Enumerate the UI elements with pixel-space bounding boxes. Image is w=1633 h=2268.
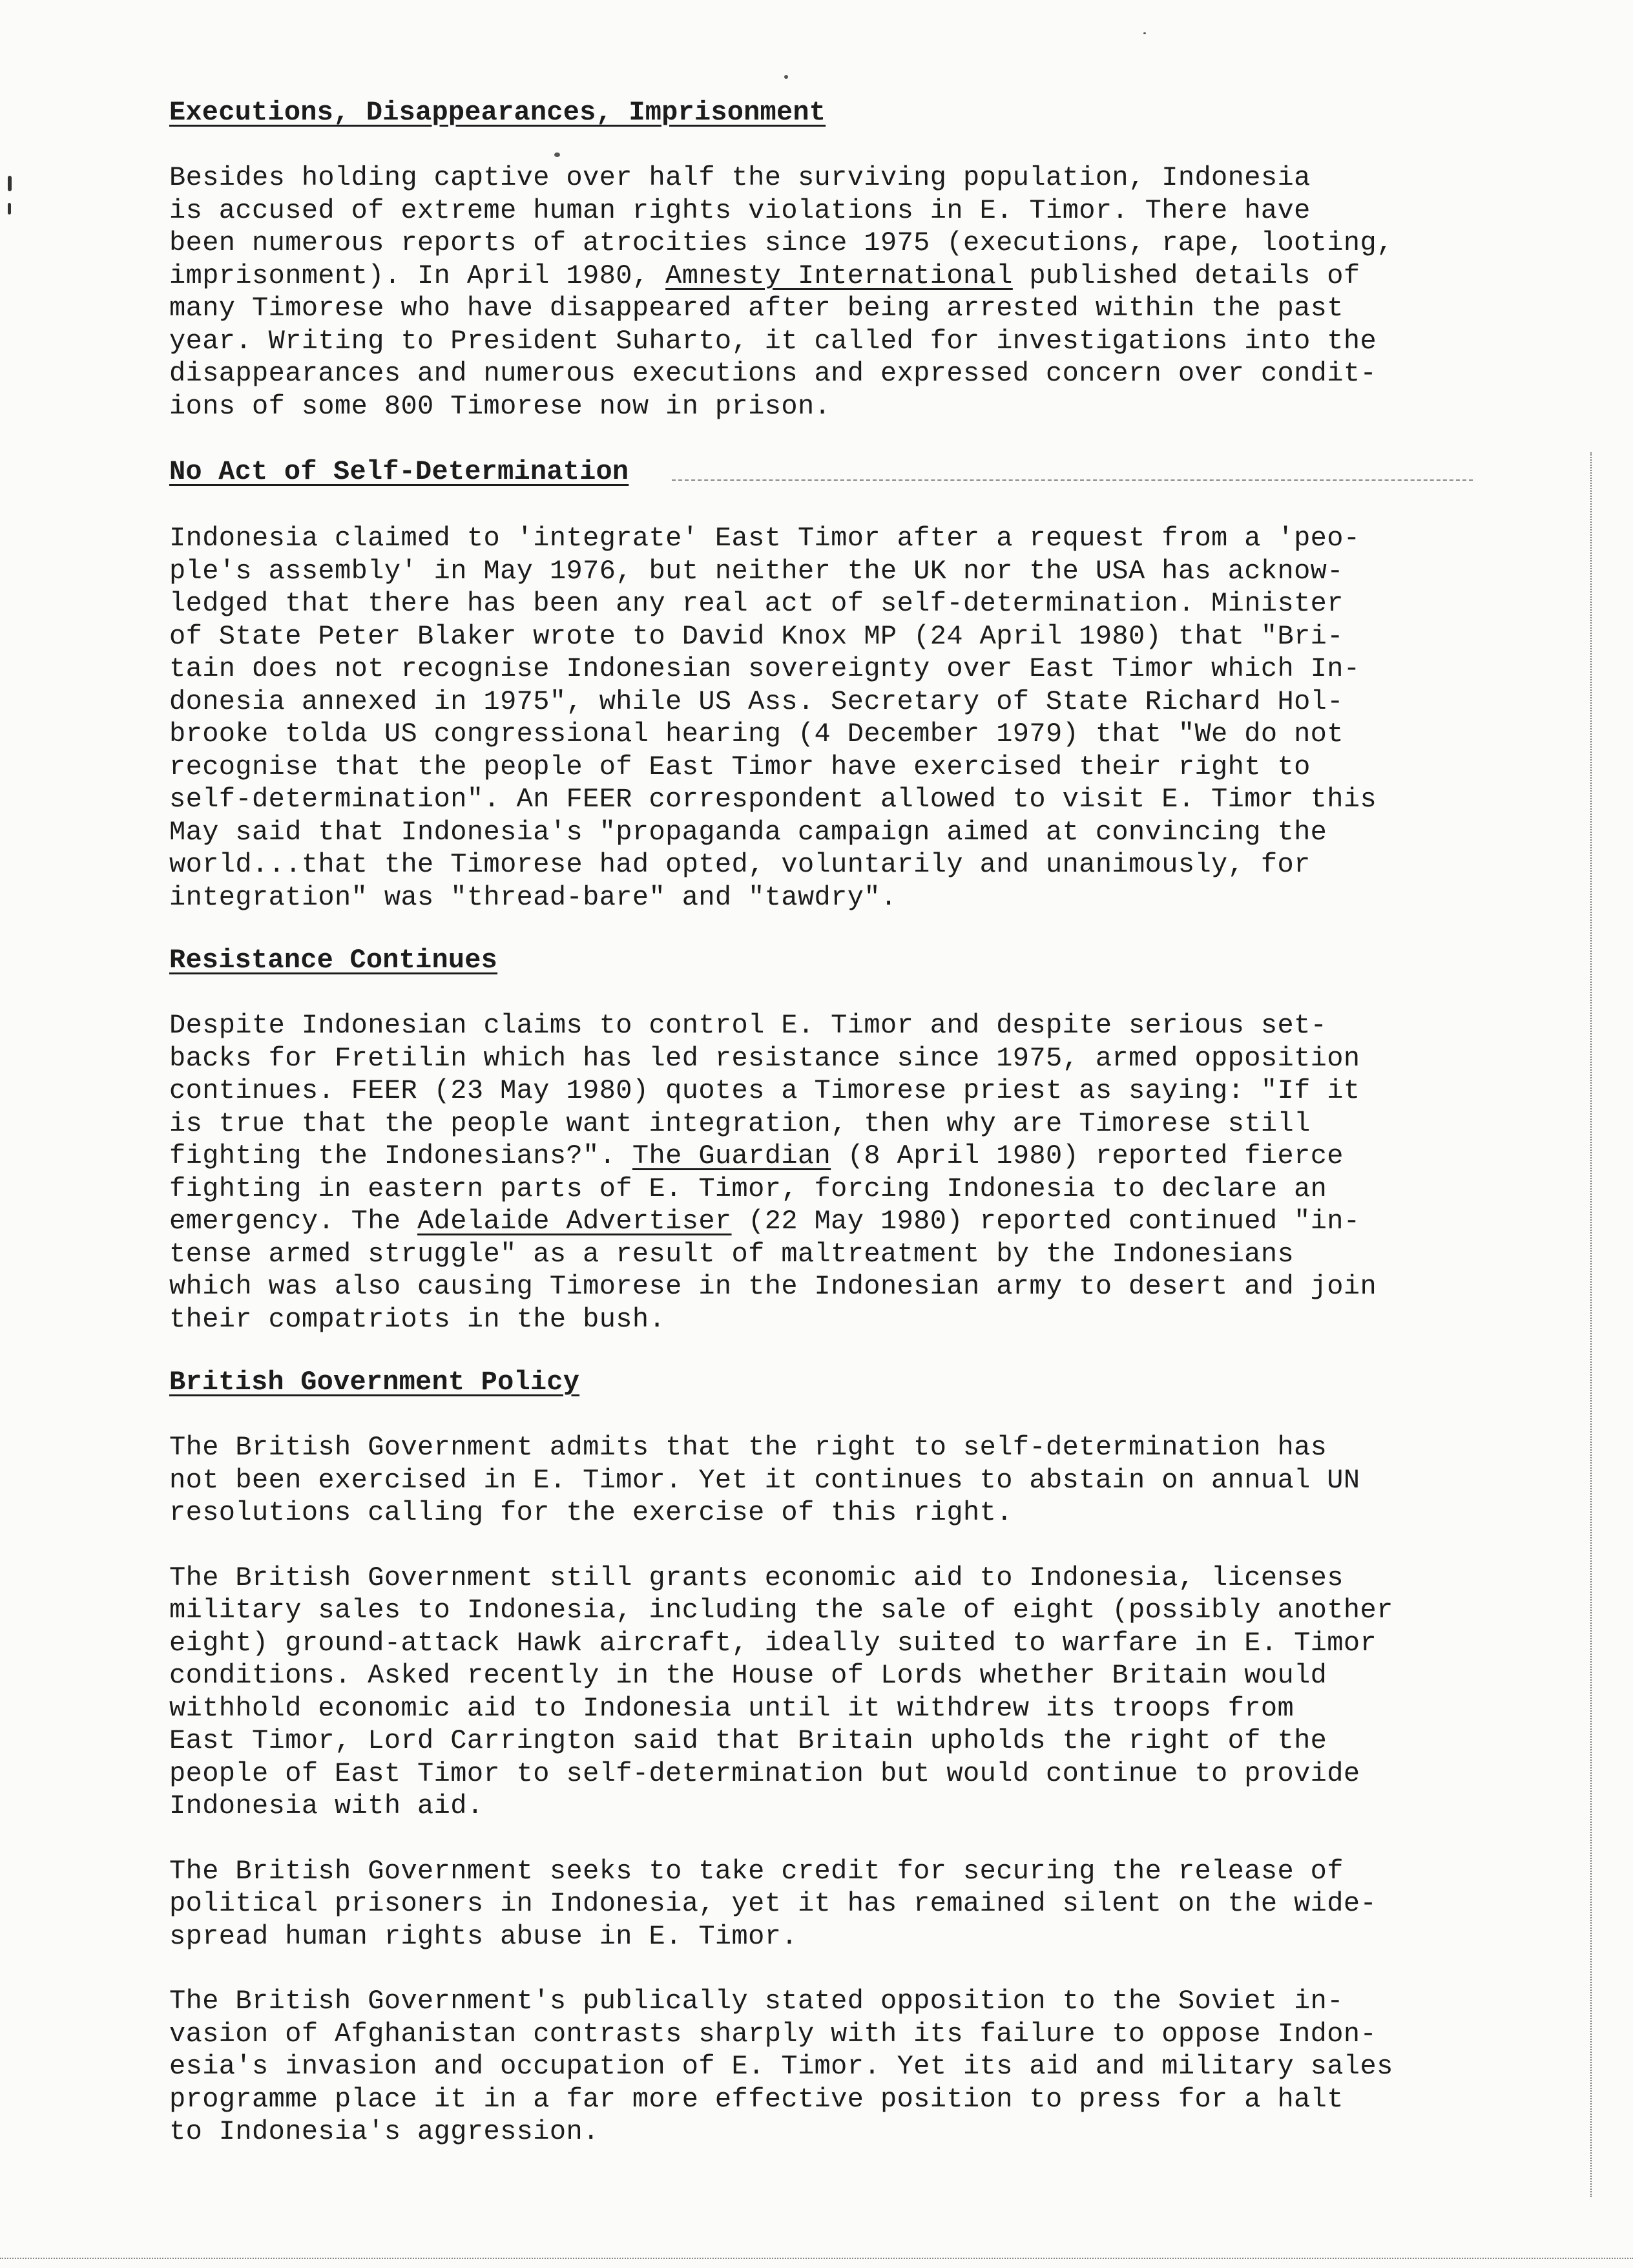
amnesty-international-reference: Amnesty International (665, 260, 1013, 291)
text-line: been numerous reports of atrocities since 1975 (executions, rape, looting, (169, 227, 1393, 258)
text-line: integration" was "thread-bare" and "tawdry". (169, 881, 897, 913)
text-line: ple's assembly' in May 1976, but neither the UK nor the USA has acknow- (169, 555, 1344, 587)
paragraph (169, 1431, 1474, 1529)
text-line: their compatriots in the bush. (169, 1303, 666, 1335)
text-line: imprisonment). In April 1980, Amnesty International published details of (169, 260, 1360, 291)
text-line: of State Peter Blaker wrote to David Knox MP (24 April 1980) that "Bri- (169, 620, 1344, 652)
section-heading: No Act of Self-Determination (169, 456, 629, 487)
text-line: May said that Indonesia's "propaganda campaign aimed at convincing the (169, 816, 1327, 848)
text-line: tain does not recognise Indonesian sovereignty over East Timor which In- (169, 653, 1360, 684)
text-line: tense armed struggle" as a result of maltreatment by the Indonesians (169, 1238, 1295, 1270)
text-line: Indonesia claimed to 'integrate' East Timor after a request from a 'peo- (169, 523, 1360, 554)
text-line: The British Government still grants economic aid to Indonesia, licenses (169, 1562, 1344, 1593)
text-line: The British Government seeks to take credit for securing the release of (169, 1855, 1344, 1887)
text-line: eight) ground-attack Hawk aircraft, ideally suited to warfare in E. Timor (169, 1627, 1377, 1659)
text-line: self-determination". An FEER correspondent allowed to visit E. Timor this (169, 784, 1377, 815)
text-line: recognise that the people of East Timor have exercised their right to (169, 751, 1311, 782)
text-line: conditions. Asked recently in the House of Lords whether Britain would (169, 1660, 1327, 1691)
text-line: year. Writing to President Suharto, it called for investigations into the (169, 325, 1377, 357)
paragraph (169, 1009, 1474, 1336)
section-british-policy (169, 1365, 1474, 2148)
text-line: is accused of extreme human rights violations in E. Timor. There have (169, 194, 1311, 226)
text-line: fighting in eastern parts of E. Timor, forcing Indonesia to declare an (169, 1173, 1327, 1204)
text-line: Besides holding captive over half the surviving population, Indonesia (169, 162, 1311, 193)
text-line: donesia annexed in 1975", while US Ass. Secretary of State Richard Hol- (169, 686, 1344, 717)
text-line: vasion of Afghanistan contrasts sharply with its failure to oppose Indon- (169, 2018, 1377, 2050)
section-resistance (169, 943, 1474, 1336)
text-line: Indonesia with aid. (169, 1790, 484, 1822)
scan-speck (784, 75, 788, 79)
paragraph (169, 522, 1474, 914)
punch-mark (8, 203, 11, 215)
the-guardian-reference: The Guardian (632, 1140, 831, 1171)
scan-dash (0, 2258, 1633, 2259)
section-heading: British Government Policy (169, 1367, 580, 1398)
text-line: The British Government admits that the right to self-determination has (169, 1432, 1327, 1463)
adelaide-advertiser-reference: Adelaide Advertiser (417, 1206, 732, 1237)
scan-speck (1143, 32, 1146, 34)
text-line: esia's invasion and occupation of E. Timor. Yet its aid and military sales (169, 2051, 1393, 2082)
text-line: continues. FEER (23 May 1980) quotes a Timorese priest as saying: "If it (169, 1075, 1360, 1106)
text-line: fighting the Indonesians?". The Guardian (8 April 1980) reported fierce (169, 1140, 1344, 1171)
section-heading: Executions, Disappearances, Imprisonment (169, 97, 826, 128)
scan-edge-rule (1590, 452, 1592, 2197)
text-line: many Timorese who have disappeared after being arrested within the past (169, 293, 1344, 324)
text-line: East Timor, Lord Carrington said that Britain upholds the right of the (169, 1725, 1327, 1756)
text-line: programme place it in a far more effective position to press for a halt (169, 2083, 1344, 2115)
punch-mark (8, 176, 12, 191)
text-line: disappearances and numerous executions and expressed concern over condit- (169, 358, 1377, 389)
text-line: withhold economic aid to Indonesia until it withdrew its troops from (169, 1692, 1295, 1724)
text-line: political prisoners in Indonesia, yet it has remained silent on the wide- (169, 1888, 1377, 1919)
text-line: backs for Fretilin which has led resistance since 1975, armed opposition (169, 1042, 1360, 1074)
text-line: The British Government's publically stated opposition to the Soviet in- (169, 1986, 1344, 2017)
text-line: military sales to Indonesia, including the sale of eight (possibly another (169, 1595, 1393, 1626)
section-heading: Resistance Continues (169, 945, 498, 976)
text-line: emergency. The Adelaide Advertiser (22 May 1980) reported continued "in- (169, 1206, 1360, 1237)
text-line: world...that the Timorese had opted, voluntarily and unanimously, for (169, 849, 1311, 880)
text-line: resolutions calling for the exercise of this right. (169, 1497, 1013, 1528)
document-body (169, 96, 1474, 2148)
text-line: to Indonesia's aggression. (169, 2116, 599, 2147)
paragraph (169, 1562, 1474, 1823)
text-line: brooke tolda US congressional hearing (4 December 1979) that "We do not (169, 719, 1344, 750)
text-line: people of East Timor to self-determination but would continue to provide (169, 1758, 1360, 1789)
text-line: ledged that there has been any real act of self-determination. Minister (169, 588, 1344, 619)
section-executions (169, 96, 1474, 423)
paragraph (169, 1855, 1474, 1953)
section-self-determination (169, 455, 1474, 914)
text-line: Despite Indonesian claims to control E. Timor and despite serious set- (169, 1010, 1327, 1041)
text-line: is true that the people want integration, then why are Timorese still (169, 1108, 1311, 1139)
text-line: ions of some 800 Timorese now in prison. (169, 390, 831, 422)
paragraph (169, 1985, 1474, 2148)
text-line: spread human rights abuse in E. Timor. (169, 1920, 798, 1952)
paragraph (169, 162, 1474, 423)
text-line: not been exercised in E. Timor. Yet it continues to abstain on annual UN (169, 1464, 1360, 1496)
text-line: which was also causing Timorese in the Indonesian army to desert and join (169, 1271, 1377, 1302)
